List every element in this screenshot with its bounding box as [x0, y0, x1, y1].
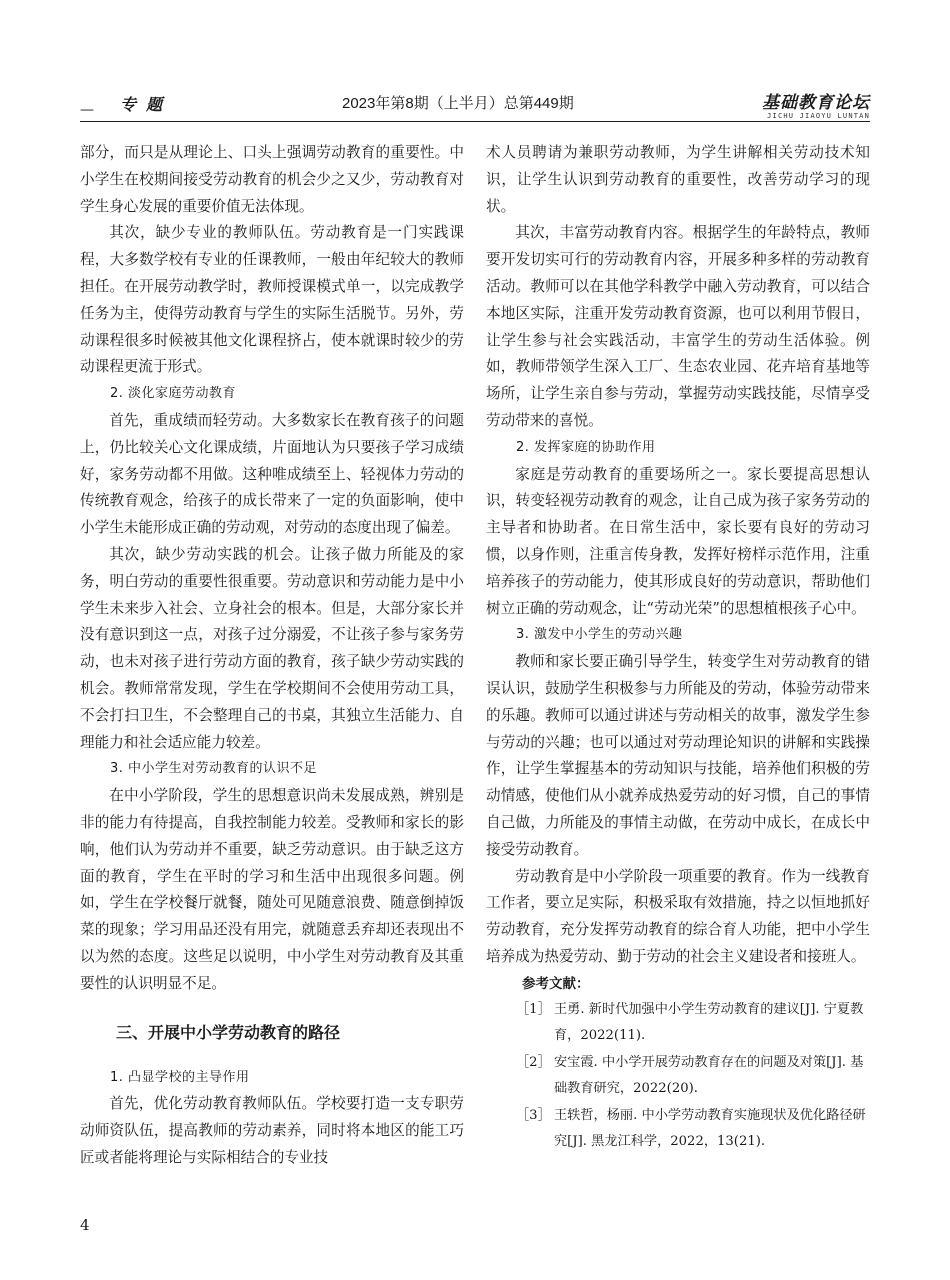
subsection-heading: 1. 凸显学校的主导作用 [110, 1069, 250, 1085]
reference-item [486, 1050, 870, 1103]
journal-logo-pinyin: JICHU JIAOYU LUNTAN [767, 112, 870, 120]
page-header [80, 88, 870, 118]
paragraph: 劳动教育是中小学阶段一项重要的教育。作为一线教育工作者，要立足实际，积极采取有效措施，持之以恒地抓好劳动教育，充分发挥劳动教育的综合育人功能，把中小学生培养成为热爱劳动、勤于劳动的社会主义建设者和接班人。 [486, 867, 870, 965]
paragraph: 家庭是劳动教育的重要场所之一。家长要提高思想认识，转变轻视劳动教育的观念，让自己成为孩子家务劳动的主导者和协助者。在日常生活中，家长要有良好的劳动习惯，以身作则，注重言传身教，发挥好榜样示范作用，注重培养孩子的劳动能力，使其形成良好的劳动意识，帮助他们树立正确的劳动观念，让“劳动光荣”的思想植根孩子心中。 [486, 465, 870, 617]
subsection-heading: 3. 激发中小学生的劳动兴趣 [516, 627, 683, 643]
paragraph: 其次，缺少专业的教师队伍。劳动教育是一门实践课程，大多数学校有专业的任课教师，一般由年纪较大的教师担任。在开展劳动教学时，教师授课模式单一，以完成教学任务为主，使得劳动教育与学生的实际生活脱节。另外，劳动课程很多时候被其他文化课程挤占，使本就课时较少的劳动课程更流于形式。 [80, 224, 464, 376]
paragraph: 其次，丰富劳动教育内容。根据学生的年龄特点，教师要开发切实可行的劳动教育内容，开展多种多样的劳动教育活动。教师可以在其他学科教学中融入劳动教育，可以结合本地区实际，注重开发劳动教育资源，也可以利用节假日，让学生参与社会实践活动，丰富学生的劳动生活体验。例如，教师带领学生深入工厂、生态农业园、花卉培育基地等场所，让学生亲自参与劳动，掌握劳动实践技能，尽情享受劳动带来的喜悦。 [486, 224, 870, 429]
header-dash: — [80, 102, 94, 118]
reference-text: 王轶哲，杨丽. 中小学劳动教育实施现状及优化路径研究[J]. 黑龙江科学，2022，13(21). [554, 1107, 866, 1150]
reference-text: 王勇. 新时代加强中小学生劳动教育的建议[J]. 宁夏教育，2022(11). [554, 1001, 864, 1044]
section-label: 专题 [120, 95, 173, 114]
reference-number: ［1］ [516, 1001, 551, 1017]
subsection-heading: 2. 淡化家庭劳动教育 [110, 386, 237, 402]
page-number: 4 [80, 1216, 90, 1234]
header-rule [80, 121, 870, 122]
paragraph: 术人员聘请为兼职劳动教师，为学生讲解相关劳动技术知识，让学生认识到劳动教育的重要性，改善劳动学习的现状。 [486, 144, 870, 215]
paragraph: 首先，优化劳动教育教师队伍。学校要打造一支专职劳动师资队伍，提高教师的劳动素养，同时将本地区的能工巧匠或者能将理论与实际相结合的专业技 [80, 1095, 464, 1166]
right-column [486, 140, 870, 1156]
journal-logo: 基础教育论坛 [762, 93, 870, 113]
subsection-heading: 2. 发挥家庭的协助作用 [516, 439, 656, 455]
section-heading: 三、开展中小学劳动教育的路径 [116, 1022, 341, 1042]
paragraph: 在中小学阶段，学生的思想意识尚未发展成熟，辨别是非的能力有待提高，自我控制能力较差。受教师和家长的影响，他们认为劳动并不重要，缺乏劳动意识。由于缺乏这方面的教育，学生在平时的学习和生活中出现很多问题。例如，学生在学校餐厅就餐，随处可见随意浪费、随意倒掉饭菜的现象；学习用品还没有用完，就随意丢弃却还表现出不以为然的态度。这些足以说明，中小学生对劳动教育及其重要性的认识明显不足。 [80, 787, 464, 992]
paragraph: 首先，重成绩而轻劳动。大多数家长在教育孩子的问题上，仍比较关心文化课成绩，片面地认为只要孩子学习成绩好，家务劳动都不用做。这种唯成绩至上、轻视体力劳动的传统教育观念，给孩子的成长带来了一定的负面影响，使中小学生未能形成正确的劳动观，对劳动的态度出现了偏差。 [80, 411, 464, 537]
reference-item [486, 997, 870, 1050]
reference-number: ［3］ [516, 1107, 551, 1123]
paragraph: 部分，而只是从理论上、口头上强调劳动教育的重要性。中小学生在校期间接受劳动教育的机会少之又少，劳动教育对学生身心发展的重要价值无法体现。 [80, 144, 464, 215]
paragraph: 其次，缺少劳动实践的机会。让孩子做力所能及的家务，明白劳动的重要性很重要。劳动意识和劳动能力是中小学生未来步入社会、立身社会的根本。但是，大部分家长并没有意识到这一点，对孩子过分溺爱，不让孩子参与家务劳动，也未对孩子进行劳动方面的教育，孩子缺少劳动实践的机会。教师常常发现，学生在学校期间不会使用劳动工具，不会打扫卫生，不会整理自己的书桌，其独立生活能力、自理能力和社会适应能力较差。 [80, 545, 464, 751]
reference-item [486, 1103, 870, 1156]
left-column [80, 140, 464, 1172]
subsection-heading: 3. 中小学生对劳动教育的认识不足 [110, 761, 318, 777]
references-title: 参考文献： [522, 975, 590, 992]
reference-number: ［2］ [516, 1054, 551, 1070]
reference-text: 安宝霞. 中小学开展劳动教育存在的问题及对策[J]. 基础教育研究，2022(20). [554, 1054, 864, 1097]
paragraph: 教师和家长要正确引导学生，转变学生对劳动教育的错误认识，鼓励学生积极参与力所能及的劳动，体验劳动带来的乐趣。教师可以通过讲述与劳动相关的故事，激发学生参与劳动的兴趣；也可以通过对劳动理论知识的讲解和实践操作，让学生掌握基本的劳动知识与技能，培养他们积极的劳动情感，使他们从小就养成热爱劳动的好习惯，自己的事情自己做，力所能及的事情主动做，在劳动中成长，在成长中接受劳动教育。 [486, 653, 870, 858]
issue-info: 2023年第8期（上半月）总第449期 [342, 95, 574, 112]
